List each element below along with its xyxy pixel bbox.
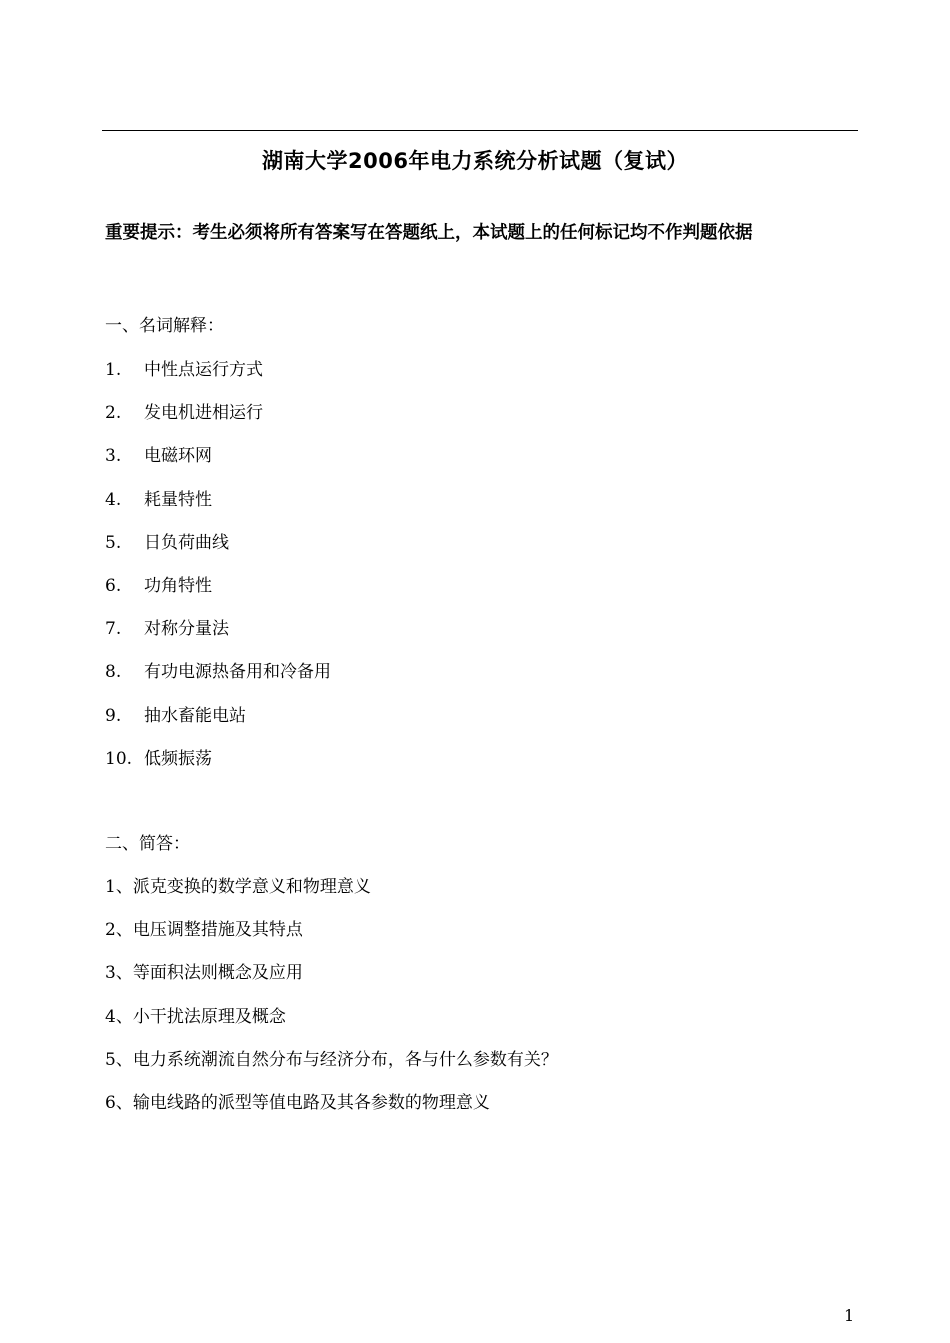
questions-list — [105, 874, 558, 1133]
list-item — [105, 573, 331, 616]
item-number: 6. — [105, 575, 122, 596]
list-item — [105, 443, 331, 486]
list-item: 5、电力系统潮流自然分布与经济分布，各与什么参数有关？ — [105, 1049, 558, 1070]
item-number: 1. — [105, 360, 122, 380]
list-item — [105, 357, 331, 400]
list-item — [105, 616, 331, 659]
item-number: 2. — [105, 403, 122, 424]
item-text: 发电机进相运行 — [144, 403, 263, 424]
item-number: 5. — [105, 532, 122, 553]
list-item — [105, 400, 331, 443]
item-number: 7. — [105, 619, 122, 640]
page-number: 1 — [844, 1306, 855, 1325]
item-text: 日负荷曲线 — [144, 532, 229, 553]
terms-list — [105, 357, 331, 789]
item-number: 8. — [105, 662, 122, 683]
list-item: 3、等面积法则概念及应用 — [105, 963, 303, 984]
section-heading-terms: 一、名词解释： — [105, 316, 224, 336]
item-number: 10. — [105, 748, 133, 769]
item-text: 中性点运行方式 — [144, 360, 263, 380]
list-item: 2、电压调整措施及其特点 — [105, 920, 303, 941]
item-text: 对称分量法 — [144, 619, 229, 640]
list-item — [105, 659, 331, 702]
list-item — [105, 530, 331, 573]
header-rule — [102, 130, 858, 131]
section-heading-short-answer: 二、简答： — [105, 834, 190, 854]
item-text: 低频振荡 — [144, 748, 212, 769]
item-number: 9. — [105, 705, 122, 726]
item-text: 功角特性 — [144, 575, 212, 596]
item-text: 抽水畜能电站 — [144, 705, 246, 726]
item-text: 有功电源热备用和冷备用 — [144, 662, 331, 683]
page-title: 湖南大学2006年电力系统分析试题（复试） — [262, 149, 688, 173]
list-item — [105, 487, 331, 530]
important-notice: 重要提示：考生必须将所有答案写在答题纸上，本试题上的任何标记均不作判题依据 — [105, 223, 753, 243]
item-text: 电磁环网 — [144, 446, 212, 467]
list-item — [105, 746, 331, 789]
item-text: 耗量特性 — [144, 489, 212, 510]
list-item — [105, 703, 331, 746]
item-number: 3. — [105, 446, 122, 467]
list-item: 4、小干扰法原理及概念 — [105, 1006, 286, 1027]
list-item: 1、派克变换的数学意义和物理意义 — [105, 877, 371, 897]
list-item: 6、输电线路的派型等值电路及其各参数的物理意义 — [105, 1092, 490, 1113]
item-number: 4. — [105, 489, 122, 510]
